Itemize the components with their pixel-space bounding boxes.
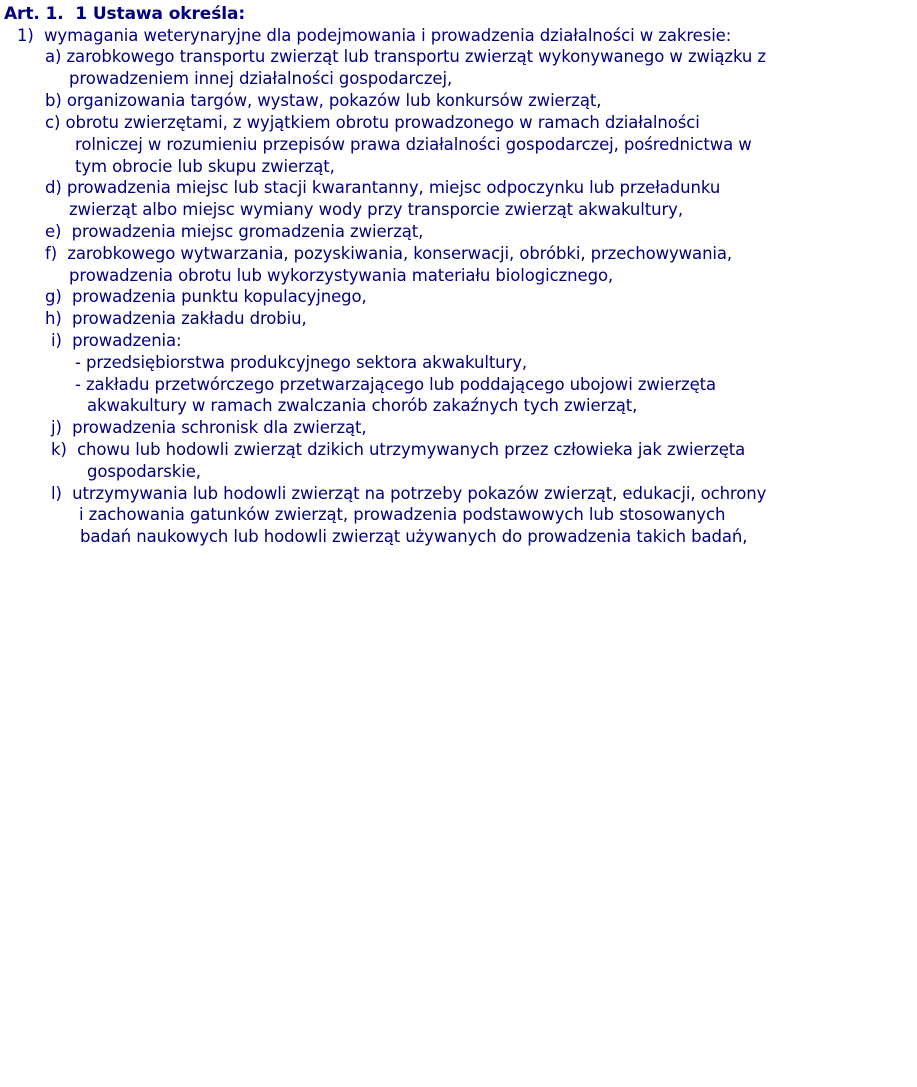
item-c-line-3: tym obrocie lub skupu zwierząt, <box>75 157 335 176</box>
item-i-sub-1: - przedsiębiorstwa produkcyjnego sektora akwakultury, <box>75 353 528 372</box>
item-c-line-2: rolniczej w rozumieniu przepisów prawa działalności gospodarczej, pośrednictwa w <box>75 135 752 154</box>
item-a-line-1: a) zarobkowego transportu zwierząt lub transportu zwierząt wykonywanego w związku z <box>45 47 766 66</box>
item-i-sub-2-line-1: - zakładu przetwórczego przetwarzającego lub poddającego ubojowi zwierzęta <box>75 375 716 394</box>
item-i-sub-2-line-2: akwakultury w ramach zwalczania chorób zakaźnych tych zwierząt, <box>87 396 638 415</box>
item-b-line: b) organizowania targów, wystaw, pokazów lub konkursów zwierząt, <box>45 91 602 110</box>
item-d-line-1: d) prowadzenia miejsc lub stacji kwarantanny, miejsc odpoczynku lub przeładunku <box>45 178 721 197</box>
item-j-line: j) prowadzenia schronisk dla zwierząt, <box>51 418 367 437</box>
item-a-line-2: prowadzeniem innej działalności gospodarczej, <box>69 69 453 88</box>
item-k-line-1: k) chowu lub hodowli zwierząt dzikich utrzymywanych przez człowieka jak zwierzęta <box>51 440 746 459</box>
item-g-line: g) prowadzenia punktu kopulacyjnego, <box>45 287 367 306</box>
item-l-line-3: badań naukowych lub hodowli zwierząt używanych do prowadzenia takich badań, <box>80 527 748 546</box>
item-h-line: h) prowadzenia zakładu drobiu, <box>45 309 307 328</box>
item-d-line-2: zwierząt albo miejsc wymiany wody przy transporcie zwierząt akwakultury, <box>69 200 683 219</box>
item-e-line: e) prowadzenia miejsc gromadzenia zwierząt, <box>45 222 424 241</box>
item-k-line-2: gospodarskie, <box>87 462 201 481</box>
item-l-line-1: l) utrzymywania lub hodowli zwierząt na potrzeby pokazów zwierząt, edukacji, ochrony <box>51 484 767 503</box>
item-f-line-1: f) zarobkowego wytwarzania, pozyskiwania, konserwacji, obróbki, przechowywania, <box>45 244 733 263</box>
item-1-line: 1) wymagania weterynaryjne dla podejmowania i prowadzenia działalności w zakresie: <box>17 26 732 45</box>
item-i-line: i) prowadzenia: <box>51 331 182 350</box>
item-f-line-2: prowadzenia obrotu lub wykorzystywania materiału biologicznego, <box>69 266 614 285</box>
item-l-line-2: i zachowania gatunków zwierząt, prowadzenia podstawowych lub stosowanych <box>79 505 726 524</box>
article-heading: Art. 1. 1 Ustawa określa: <box>4 4 246 24</box>
item-c-line-1: c) obrotu zwierzętami, z wyjątkiem obrotu prowadzonego w ramach działalności <box>45 113 700 132</box>
